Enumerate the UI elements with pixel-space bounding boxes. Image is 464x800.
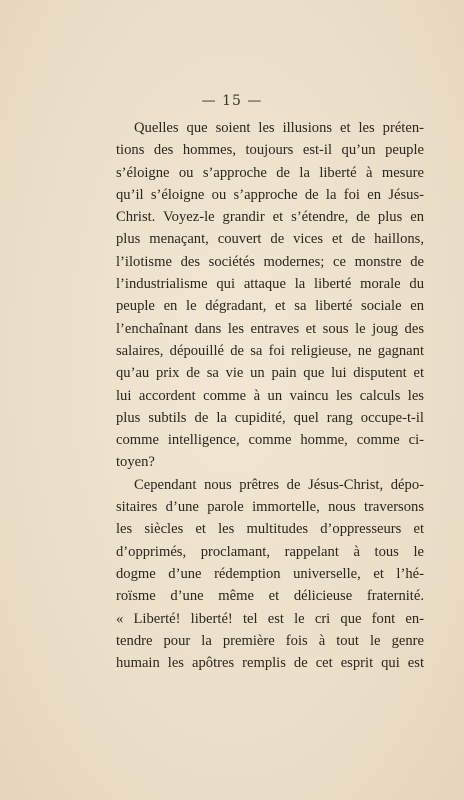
text-line: « Liberté! liberté! tel est le cri que font en- [116, 610, 424, 627]
text-line: qu’il s’éloigne ou s’approche de la foi en Jésus- [116, 186, 424, 203]
page-number: — 15 — [201, 93, 263, 109]
text-line: d’opprimés, proclamant, rappelant à tous le [116, 543, 424, 560]
text-line: Cependant nous prêtres de Jésus-Christ, dépo- [134, 476, 424, 493]
text-line: dogme d’une rédemption universelle, et l’hé- [116, 565, 424, 582]
text-line: l’ilotisme des sociétés modernes; ce monstre de [116, 253, 424, 270]
text-line: salaires, dépouillé de sa foi religieuse, ne gagnant [116, 342, 424, 359]
text-line: sitaires d’une parole immortelle, nous traversons [116, 499, 424, 516]
text-line: lui accordent comme à un vaincu les calculs les [116, 387, 424, 404]
paragraph-1 [116, 117, 424, 474]
text-line: plus subtils de la cupidité, quel rang occupe-t-il [116, 409, 424, 426]
text-line: l’enchaînant dans les entraves et sous le joug des [116, 320, 424, 337]
text-line: peuple en le dégradant, et sa liberté sociale en [116, 298, 424, 315]
text-line: qu’au prix de sa vie un pain que lui disputent et [116, 365, 424, 382]
body-text [116, 117, 424, 674]
text-line: l’industrialisme qui attaque la liberté morale du [116, 276, 424, 293]
text-line: s’éloigne ou s’approche de la liberté à mesure [116, 164, 424, 181]
text-line: Quelles que soient les illusions et les préten- [134, 120, 424, 136]
text-line: roïsme d’une même et délicieuse fraternité. [116, 588, 424, 605]
text-line: les siècles et les multitudes d’oppresseurs et [116, 521, 424, 538]
text-line: toyen? [116, 454, 155, 471]
paragraph-2 [116, 474, 424, 675]
text-line: tendre pour la première fois à tout le genre [116, 632, 424, 649]
text-line: humain les apôtres remplis de cet esprit qui est [116, 655, 424, 672]
text-line: tions des hommes, toujours est-il qu’un peuple [116, 142, 424, 159]
text-line: plus menaçant, couvert de vices et de haillons, [116, 231, 424, 248]
text-line: comme intelligence, comme homme, comme ci- [116, 432, 424, 449]
text-line: Christ. Voyez-le grandir et s’étendre, de plus en [116, 209, 424, 226]
